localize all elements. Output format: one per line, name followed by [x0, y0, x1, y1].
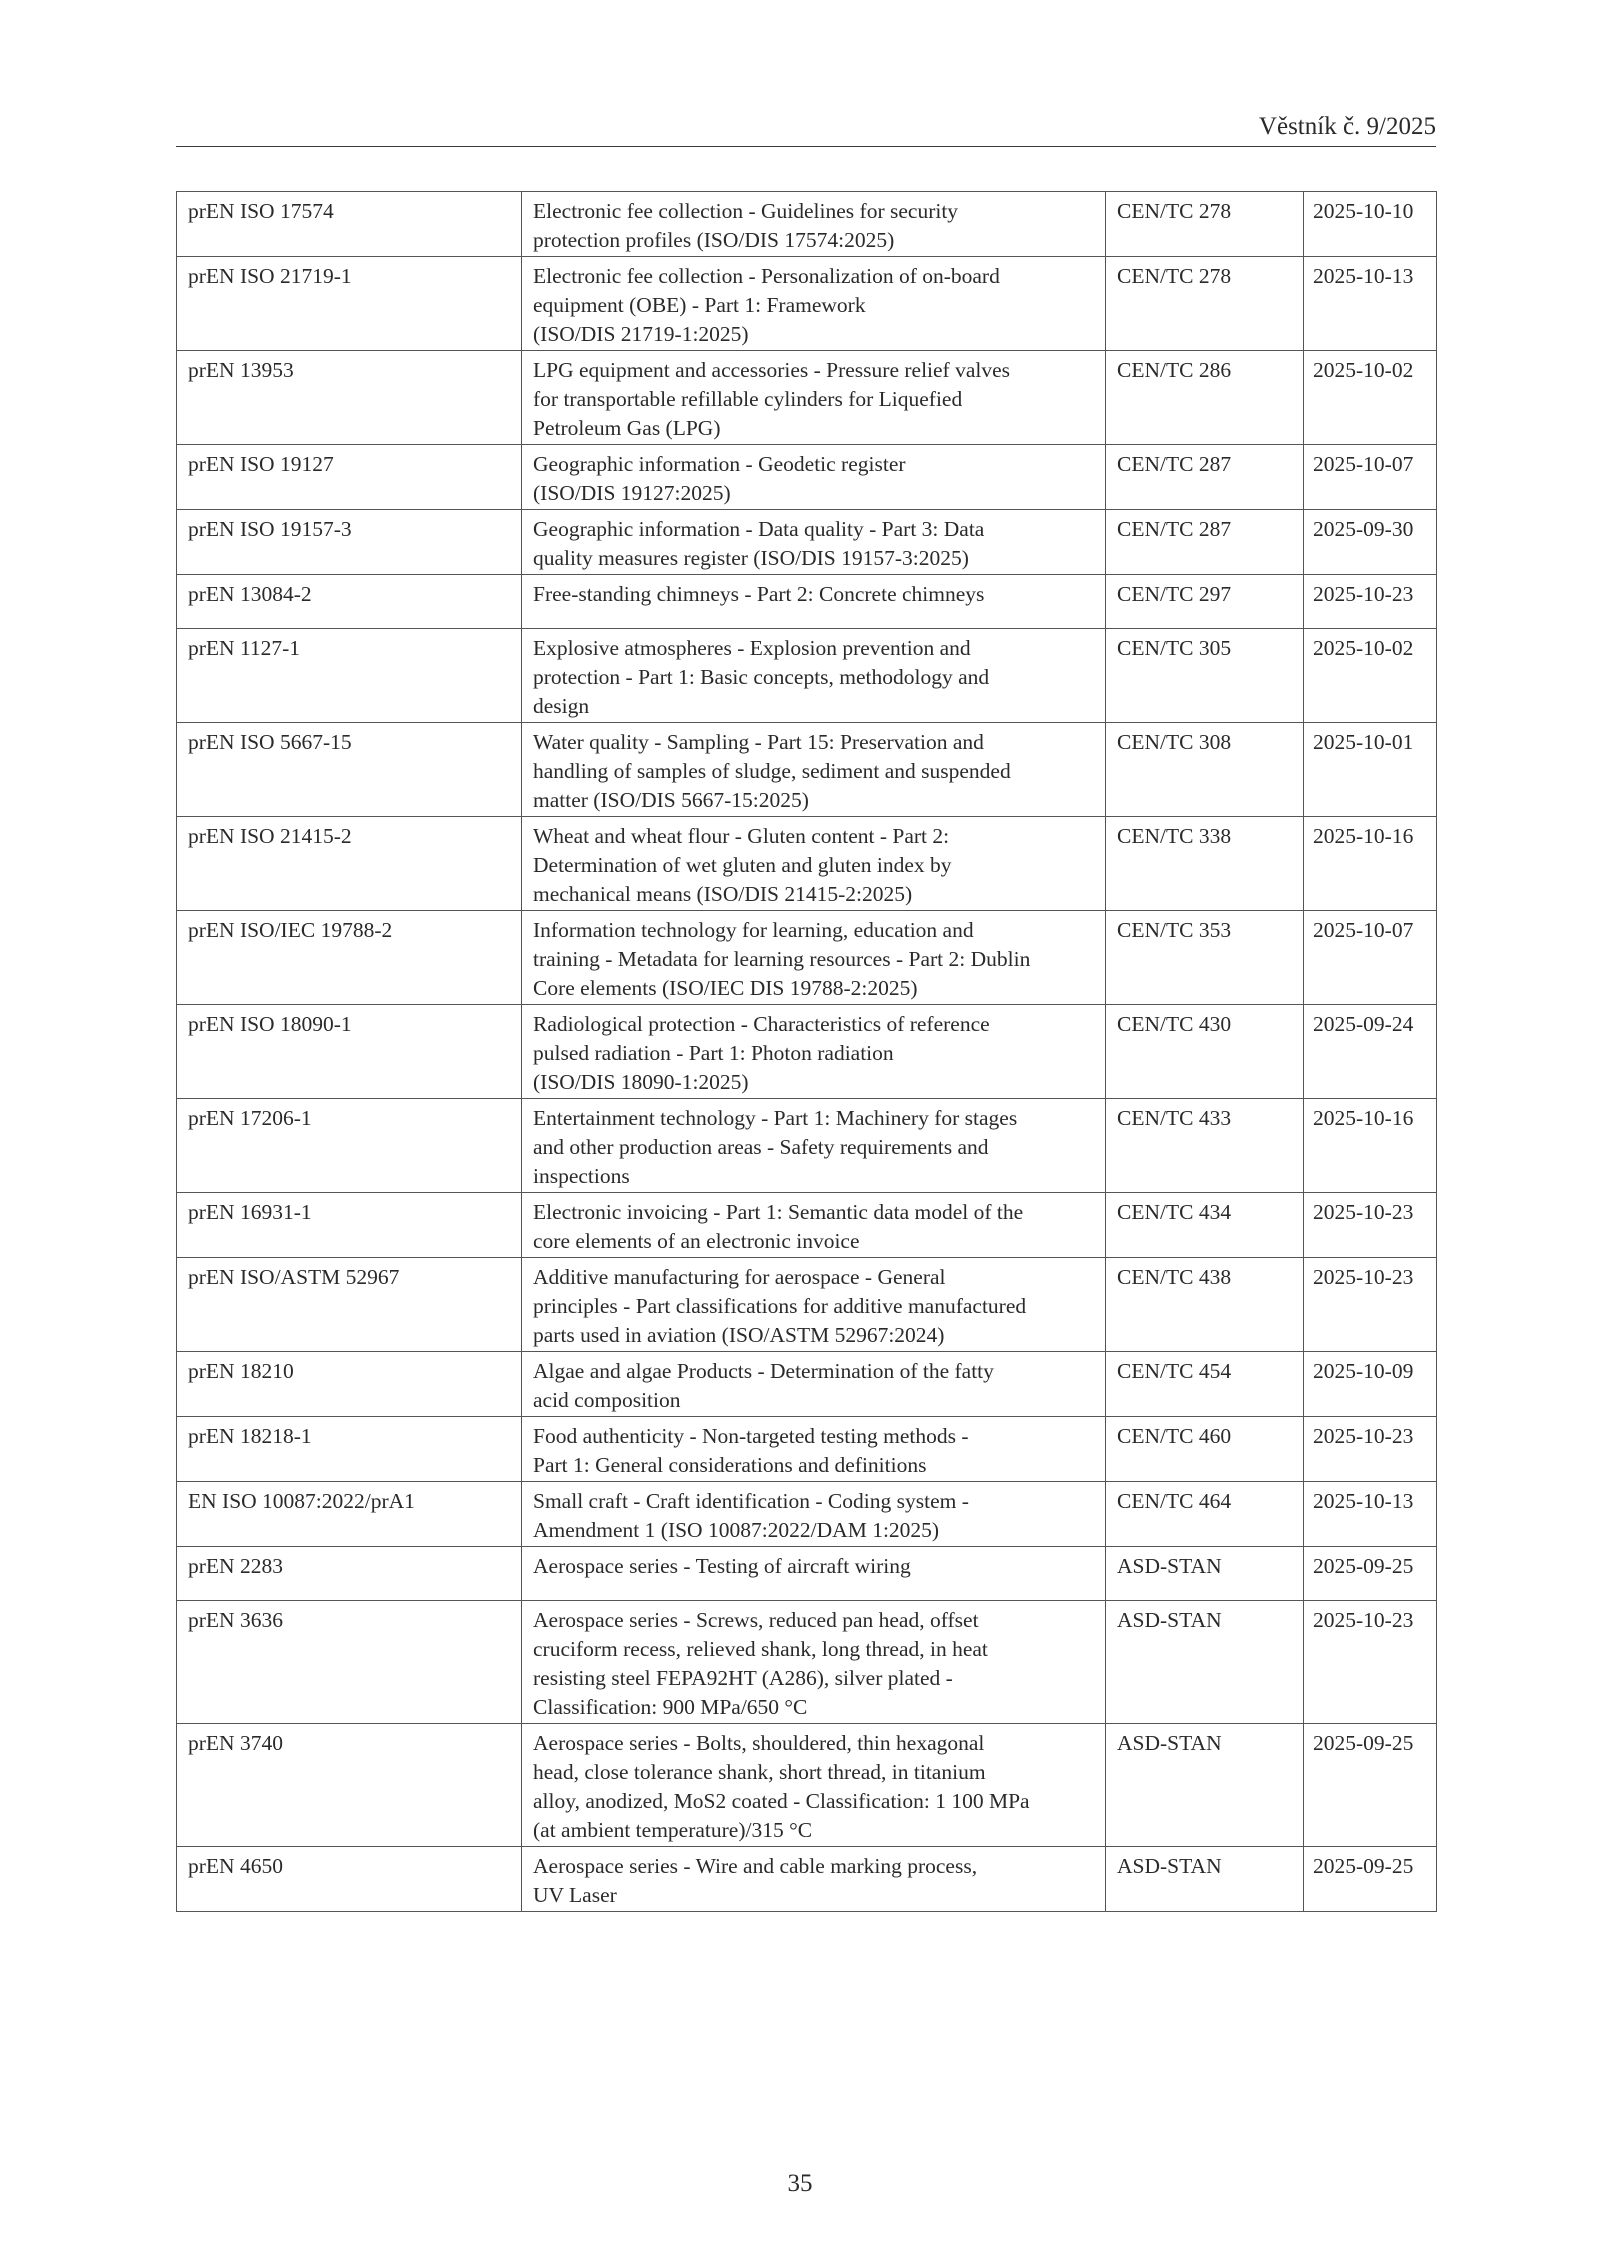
date-cell: 2025-10-23 [1304, 1417, 1437, 1482]
table-row [177, 629, 1437, 723]
title-cell: Geographic information - Data quality - Part 3: Data quality measures register (ISO/DIS 19157-3:2025) [522, 510, 1106, 575]
committee-cell: CEN/TC 278 [1106, 257, 1304, 351]
designation-cell: prEN ISO 17574 [177, 192, 522, 257]
committee-cell: CEN/TC 286 [1106, 351, 1304, 445]
title-cell: Algae and algae Products - Determination of the fatty acid composition [522, 1352, 1106, 1417]
table-row [177, 575, 1437, 629]
date-cell: 2025-10-07 [1304, 445, 1437, 510]
title-cell: Water quality - Sampling - Part 15: Preservation and handling of samples of sludge, sediment and suspended matter (ISO/DIS 5667-15:2025) [522, 723, 1106, 817]
designation-cell: prEN 18210 [177, 1352, 522, 1417]
table-row [177, 1847, 1437, 1912]
date-cell: 2025-10-23 [1304, 1258, 1437, 1352]
table-row [177, 817, 1437, 911]
date-cell: 2025-10-07 [1304, 911, 1437, 1005]
title-cell: Free-standing chimneys - Part 2: Concrete chimneys [522, 575, 1106, 629]
date-cell: 2025-10-02 [1304, 351, 1437, 445]
designation-cell: prEN ISO/IEC 19788-2 [177, 911, 522, 1005]
title-cell: Additive manufacturing for aerospace - General principles - Part classifications for additive manufactured parts used in aviation (ISO/ASTM 52967:2024) [522, 1258, 1106, 1352]
page-header [176, 112, 1436, 147]
table-row [177, 1724, 1437, 1847]
title-cell: Radiological protection - Characteristics of reference pulsed radiation - Part 1: Photon radiation (ISO/DIS 18090-1:2025) [522, 1005, 1106, 1099]
title-cell: Food authenticity - Non-targeted testing methods - Part 1: General considerations and definitions [522, 1417, 1106, 1482]
committee-cell: CEN/TC 454 [1106, 1352, 1304, 1417]
committee-cell: ASD-STAN [1106, 1724, 1304, 1847]
standards-table-body [177, 192, 1437, 1912]
designation-cell: EN ISO 10087:2022/prA1 [177, 1482, 522, 1547]
table-row [177, 257, 1437, 351]
table-row [177, 351, 1437, 445]
date-cell: 2025-09-24 [1304, 1005, 1437, 1099]
title-cell: Electronic fee collection - Personalization of on-board equipment (OBE) - Part 1: Framework (ISO/DIS 21719-1:2025) [522, 257, 1106, 351]
table-row [177, 192, 1437, 257]
committee-cell: CEN/TC 278 [1106, 192, 1304, 257]
table-row [177, 1482, 1437, 1547]
committee-cell: CEN/TC 430 [1106, 1005, 1304, 1099]
date-cell: 2025-10-02 [1304, 629, 1437, 723]
committee-cell: CEN/TC 297 [1106, 575, 1304, 629]
table-row [177, 1258, 1437, 1352]
committee-cell: CEN/TC 438 [1106, 1258, 1304, 1352]
committee-cell: ASD-STAN [1106, 1601, 1304, 1724]
designation-cell: prEN ISO 5667-15 [177, 723, 522, 817]
designation-cell: prEN 4650 [177, 1847, 522, 1912]
committee-cell: CEN/TC 460 [1106, 1417, 1304, 1482]
designation-cell: prEN 13084-2 [177, 575, 522, 629]
committee-cell: CEN/TC 287 [1106, 445, 1304, 510]
date-cell: 2025-10-23 [1304, 575, 1437, 629]
committee-cell: CEN/TC 338 [1106, 817, 1304, 911]
page-number: 35 [787, 2170, 813, 2197]
date-cell: 2025-10-16 [1304, 817, 1437, 911]
committee-cell: CEN/TC 308 [1106, 723, 1304, 817]
title-cell: LPG equipment and accessories - Pressure relief valves for transportable refillable cylinders for Liquefied Petroleum Gas (LPG) [522, 351, 1106, 445]
designation-cell: prEN 17206-1 [177, 1099, 522, 1193]
table-row [177, 1417, 1437, 1482]
committee-cell: ASD-STAN [1106, 1847, 1304, 1912]
designation-cell: prEN 3636 [177, 1601, 522, 1724]
title-cell: Aerospace series - Bolts, shouldered, thin hexagonal head, close tolerance shank, short thread, in titanium alloy, anodized, MoS2 coated - Classification: 1 100 MPa (at ambient temperature)/315 °C [522, 1724, 1106, 1847]
committee-cell: CEN/TC 433 [1106, 1099, 1304, 1193]
committee-cell: CEN/TC 353 [1106, 911, 1304, 1005]
table-row [177, 1005, 1437, 1099]
date-cell: 2025-09-25 [1304, 1847, 1437, 1912]
title-cell: Information technology for learning, education and training - Metadata for learning resources - Part 2: Dublin Core elements (ISO/IEC DIS 19788-2:2025) [522, 911, 1106, 1005]
designation-cell: prEN 13953 [177, 351, 522, 445]
date-cell: 2025-10-09 [1304, 1352, 1437, 1417]
committee-cell: CEN/TC 305 [1106, 629, 1304, 723]
table-row [177, 1601, 1437, 1724]
date-cell: 2025-10-13 [1304, 1482, 1437, 1547]
date-cell: 2025-10-23 [1304, 1601, 1437, 1724]
date-cell: 2025-10-01 [1304, 723, 1437, 817]
table-row [177, 1352, 1437, 1417]
date-cell: 2025-10-23 [1304, 1193, 1437, 1258]
title-cell: Aerospace series - Wire and cable marking process, UV Laser [522, 1847, 1106, 1912]
title-cell: Aerospace series - Testing of aircraft wiring [522, 1547, 1106, 1601]
designation-cell: prEN 2283 [177, 1547, 522, 1601]
title-cell: Explosive atmospheres - Explosion prevention and protection - Part 1: Basic concepts, methodology and design [522, 629, 1106, 723]
table-row [177, 510, 1437, 575]
date-cell: 2025-09-25 [1304, 1547, 1437, 1601]
designation-cell: prEN ISO 19127 [177, 445, 522, 510]
date-cell: 2025-10-13 [1304, 257, 1437, 351]
title-cell: Small craft - Craft identification - Coding system - Amendment 1 (ISO 10087:2022/DAM 1:2025) [522, 1482, 1106, 1547]
table-row [177, 1099, 1437, 1193]
designation-cell: prEN ISO 19157-3 [177, 510, 522, 575]
standards-table [176, 191, 1437, 1912]
designation-cell: prEN ISO 18090-1 [177, 1005, 522, 1099]
designation-cell: prEN 18218-1 [177, 1417, 522, 1482]
designation-cell: prEN 1127-1 [177, 629, 522, 723]
date-cell: 2025-10-16 [1304, 1099, 1437, 1193]
designation-cell: prEN 16931-1 [177, 1193, 522, 1258]
designation-cell: prEN ISO 21415-2 [177, 817, 522, 911]
title-cell: Entertainment technology - Part 1: Machinery for stages and other production areas - Safety requirements and inspections [522, 1099, 1106, 1193]
title-cell: Wheat and wheat flour - Gluten content - Part 2: Determination of wet gluten and gluten index by mechanical means (ISO/DIS 21415-2:2025) [522, 817, 1106, 911]
table-row [177, 1193, 1437, 1258]
title-cell: Electronic fee collection - Guidelines for security protection profiles (ISO/DIS 17574:2025) [522, 192, 1106, 257]
designation-cell: prEN 3740 [177, 1724, 522, 1847]
date-cell: 2025-10-10 [1304, 192, 1437, 257]
designation-cell: prEN ISO/ASTM 52967 [177, 1258, 522, 1352]
date-cell: 2025-09-30 [1304, 510, 1437, 575]
committee-cell: ASD-STAN [1106, 1547, 1304, 1601]
committee-cell: CEN/TC 434 [1106, 1193, 1304, 1258]
table-row [177, 723, 1437, 817]
title-cell: Geographic information - Geodetic register (ISO/DIS 19127:2025) [522, 445, 1106, 510]
title-cell: Aerospace series - Screws, reduced pan head, offset cruciform recess, relieved shank, long thread, in heat resisting steel FEPA92HT (A286), silver plated - Classification: 900 MPa/650 °C [522, 1601, 1106, 1724]
committee-cell: CEN/TC 287 [1106, 510, 1304, 575]
title-cell: Electronic invoicing - Part 1: Semantic data model of the core elements of an electronic invoice [522, 1193, 1106, 1258]
table-row [177, 445, 1437, 510]
journal-title: Věstník č. 9/2025 [1258, 113, 1436, 140]
committee-cell: CEN/TC 464 [1106, 1482, 1304, 1547]
table-row [177, 1547, 1437, 1601]
date-cell: 2025-09-25 [1304, 1724, 1437, 1847]
designation-cell: prEN ISO 21719-1 [177, 257, 522, 351]
table-row [177, 911, 1437, 1005]
